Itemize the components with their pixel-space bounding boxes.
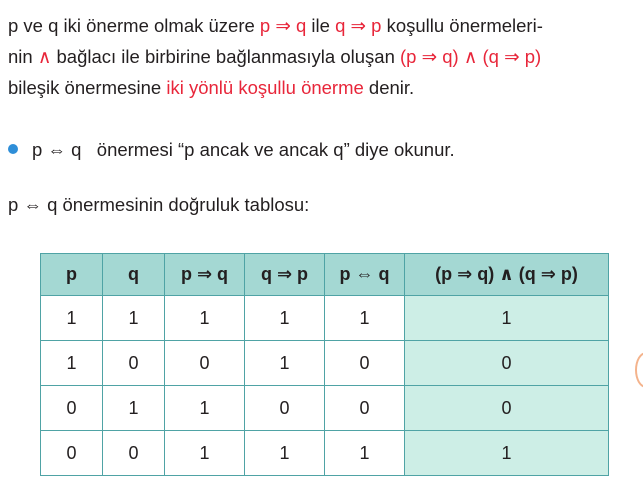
implication-q-p: q ⇒ p (335, 15, 382, 36)
page-edge-ring-icon (635, 352, 643, 388)
table-cell: 0 (165, 341, 245, 386)
table-caption (8, 191, 309, 219)
table-cell: 1 (41, 341, 103, 386)
table-cell: 1 (245, 341, 325, 386)
header-cell: q (103, 254, 165, 296)
definition-paragraph (8, 10, 640, 103)
implication-p-q: p ⇒ q (259, 15, 307, 36)
bullet-dot-icon (8, 144, 18, 154)
term-highlight: iki yönlü koşullu önerme (166, 77, 364, 98)
text-segment: koşullu önermeleri- (381, 15, 543, 36)
paragraph-line-1 (8, 10, 640, 41)
table-cell: 0 (325, 386, 405, 431)
paragraph-line-3 (8, 72, 640, 103)
table-cell: 1 (41, 296, 103, 341)
table-cell: 1 (325, 431, 405, 476)
table-row (41, 431, 609, 476)
table-row (41, 386, 609, 431)
table-cell: 1 (325, 296, 405, 341)
text-segment: denir. (363, 77, 415, 98)
table-cell: 0 (103, 431, 165, 476)
text-segment: ile (306, 15, 336, 36)
table-cell-result: 0 (405, 386, 609, 431)
header-cell: q ⇒ p (245, 254, 325, 296)
table-cell: 1 (103, 386, 165, 431)
paragraph-line-2 (8, 41, 640, 72)
bullet-text: önermesi “p ancak ve ancak q” diye okunur. (96, 139, 455, 160)
text-segment: bileşik önermesine (8, 77, 167, 98)
table-cell: 0 (41, 431, 103, 476)
header-cell: (p ⇒ q) ∧ (q ⇒ p) (405, 254, 609, 296)
table-header-row (41, 254, 609, 296)
table-cell-result: 0 (405, 341, 609, 386)
table-cell: 1 (165, 431, 245, 476)
bullet-note (8, 136, 455, 164)
table-cell: 0 (325, 341, 405, 386)
table-cell-result: 1 (405, 431, 609, 476)
table-row (41, 296, 609, 341)
text-segment: nin (8, 46, 38, 67)
table-cell: 1 (245, 431, 325, 476)
compound-expression: (p ⇒ q) ∧ (q ⇒ p) (400, 46, 542, 67)
table-cell-result: 1 (405, 296, 609, 341)
header-cell: p (41, 254, 103, 296)
text-segment: bağlacı ile birbirine bağlanmasıyla oluşan (51, 46, 400, 67)
biconditional-symbol: p ⇔ q (32, 139, 82, 160)
table-cell: 1 (245, 296, 325, 341)
and-symbol: ∧ (37, 46, 52, 67)
header-cell: p ⇔ q (325, 254, 405, 296)
table-cell: 0 (41, 386, 103, 431)
table-cell: 1 (165, 386, 245, 431)
caption-text: önermesinin doğruluk tablosu: (57, 194, 310, 215)
table-cell: 1 (103, 296, 165, 341)
table-cell: 1 (165, 296, 245, 341)
table-cell: 0 (245, 386, 325, 431)
header-cell: p ⇒ q (165, 254, 245, 296)
table-row (41, 341, 609, 386)
truth-table (40, 253, 609, 476)
caption-symbol: p ⇔ q (8, 194, 58, 215)
text-segment: p ve q iki önerme olmak üzere (8, 15, 260, 36)
table-cell: 0 (103, 341, 165, 386)
